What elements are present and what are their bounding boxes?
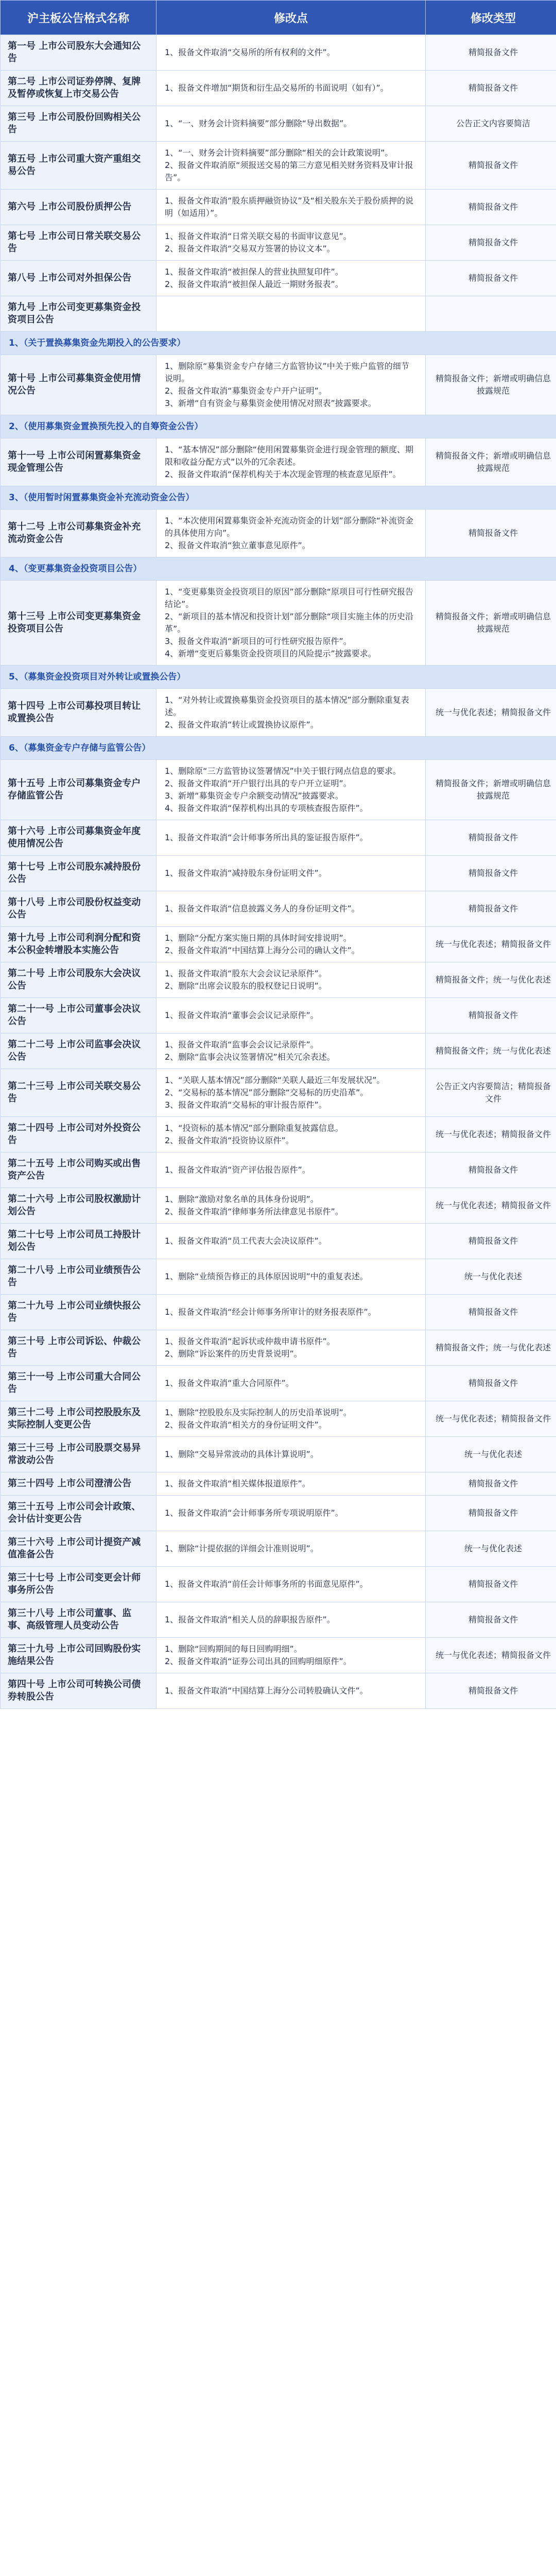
modification-points-cell — [157, 1117, 426, 1153]
format-name-cell: 第二十三号 上市公司关联交易公告 — [1, 1069, 157, 1117]
table-row — [1, 106, 556, 142]
modification-points-cell — [157, 1330, 426, 1366]
modification-points-cell — [157, 190, 426, 225]
column-header-format-name: 沪主板公告格式名称 — [1, 1, 157, 35]
format-name-cell: 第三十九号 上市公司回购股份实施结果公告 — [1, 1638, 157, 1673]
format-name-cell: 第十八号 上市公司股份权益变动公告 — [1, 891, 157, 927]
table-row — [1, 1496, 556, 1531]
modification-point: 1、报备文件取消“前任会计师事务所的书面意见原件”。 — [165, 1579, 368, 1589]
modification-point: 1、报备文件取消“信息披露义务人的身份证明文件”。 — [165, 904, 360, 913]
table-row — [1, 1602, 556, 1638]
modification-point: 1、报备文件取消“股东大会会议记录原件”。 — [165, 969, 327, 978]
format-name-cell: 第二十二号 上市公司监事会决议公告 — [1, 1033, 157, 1069]
modification-type-cell: 精简报备文件 — [426, 1366, 556, 1401]
format-name-cell: 第十六号 上市公司募集资金年度使用情况公告 — [1, 820, 157, 856]
modification-points-cell — [157, 1069, 426, 1117]
table-section-row — [1, 557, 556, 581]
format-name-cell: 第三十一号 上市公司重大合同公告 — [1, 1366, 157, 1401]
modification-points-cell — [157, 1472, 426, 1496]
modification-type-cell: 精简报备文件 — [426, 71, 556, 106]
format-name-cell: 第十五号 上市公司募集资金专户存储监管公告 — [1, 760, 157, 820]
modification-point: 1、报备文件取消“股东质押融资协议”及“相关股东关于股份质押的说明（如适用）”。 — [165, 196, 414, 218]
modification-type-cell: 精简报备文件；新增或明确信息披露规范 — [426, 760, 556, 820]
modification-type-cell: 统一与优化表述 — [426, 1531, 556, 1567]
modification-point: 2、报备文件取消“独立董事意见原件”。 — [165, 540, 310, 550]
modification-points-cell — [157, 1602, 426, 1638]
modification-point: 3、新增“自有资金与募集资金使用情况对照表”披露要求。 — [165, 398, 376, 408]
format-name-cell: 第十二号 上市公司募集资金补充流动资金公告 — [1, 510, 157, 557]
format-name-cell: 第十九号 上市公司利润分配和资本公积金转增股本实施公告 — [1, 927, 157, 962]
modification-type-cell: 精简报备文件 — [426, 1567, 556, 1602]
modification-type-cell: 精简报备文件 — [426, 261, 556, 296]
modification-point: 1、删除“分配方案实施日期的具体时间安排说明”。 — [165, 933, 352, 943]
modification-points-cell — [157, 1401, 426, 1437]
section-heading: 5、（募集资金投资项目对外转让或置换公告） — [1, 666, 556, 689]
modification-point: 4、报备文件取消“保荐机构出具的专项核查报告原件”。 — [165, 803, 368, 813]
modification-type-cell: 精简报备文件 — [426, 1673, 556, 1709]
modification-point: 1、“一、财务会计资料摘要”部分删除“导出数据”。 — [165, 118, 352, 128]
modification-point: 1、报备文件取消“被担保人的营业执照复印件”。 — [165, 267, 343, 277]
table-section-row — [1, 332, 556, 355]
modification-point: 1、报备文件取消“日常关联交易的书面审议意见”。 — [165, 231, 352, 241]
table-row — [1, 891, 556, 927]
modification-point: 1、报备文件取消“交易所的所有权利的文件”。 — [165, 47, 335, 57]
modification-point: 2、报备文件取消“开户银行出具的专户开立证明”。 — [165, 778, 352, 788]
modification-point: 1、报备文件取消“会计师事务所专项说明原件”。 — [165, 1508, 343, 1518]
format-name-cell: 第三十六号 上市公司计提资产减值准备公告 — [1, 1531, 157, 1567]
table-row — [1, 1033, 556, 1069]
modification-points-cell — [157, 1673, 426, 1709]
modification-points-cell — [157, 1638, 426, 1673]
modification-point: 1、删除“激励对象名单的具体身份说明”。 — [165, 1194, 319, 1204]
modification-point: 1、“本次使用闲置募集资金补充流动资金的计划”部分删除“补流资金的具体使用方向”。 — [165, 516, 414, 538]
table-row — [1, 1259, 556, 1295]
modification-point: 2、“交易标的基本情况”部分删除“交易标的历史沿革”。 — [165, 1088, 369, 1097]
modification-points-cell — [157, 1496, 426, 1531]
section-heading: 1、（关于置换募集资金先期投入的公告要求） — [1, 332, 556, 355]
modification-type-cell: 精简报备文件 — [426, 1224, 556, 1259]
modification-points-cell — [157, 355, 426, 415]
modification-type-cell: 精简报备文件 — [426, 142, 556, 190]
modification-point: 1、报备文件取消“相关人员的辞职报告原件”。 — [165, 1615, 335, 1624]
modification-points-cell — [157, 35, 426, 71]
table-row — [1, 1638, 556, 1673]
modification-points-cell — [157, 106, 426, 142]
table-row — [1, 1567, 556, 1602]
modification-point: 1、报备文件取消“经会计师事务所审计的财务报表原件”。 — [165, 1307, 376, 1317]
modification-point: 1、报备文件取消“相关媒体报道原件”。 — [165, 1479, 310, 1488]
modification-points-cell — [157, 510, 426, 557]
modification-type-cell: 精简报备文件；统一与优化表述 — [426, 1330, 556, 1366]
modification-point: 2、“新项目的基本情况和投资计划”部分删除“项目实施主体的历史沿革”。 — [165, 612, 414, 634]
table-row — [1, 1153, 556, 1188]
table-row — [1, 1224, 556, 1259]
modification-point: 1、报备文件取消“员工代表大会决议原件”。 — [165, 1236, 327, 1246]
format-name-cell: 第十一号 上市公司闲置募集资金现金管理公告 — [1, 438, 157, 486]
table-row — [1, 1401, 556, 1437]
format-name-cell: 第十号 上市公司募集资金使用情况公告 — [1, 355, 157, 415]
modification-points-cell — [157, 581, 426, 666]
modification-type-cell: 精简报备文件 — [426, 1472, 556, 1496]
modification-type-cell: 精简报备文件 — [426, 998, 556, 1033]
modification-type-cell: 公告正文内容要简洁 — [426, 106, 556, 142]
modification-type-cell: 精简报备文件 — [426, 1153, 556, 1188]
modification-type-cell: 精简报备文件 — [426, 1295, 556, 1330]
modification-point: 2、报备文件取消“投资协议原件”。 — [165, 1136, 294, 1145]
modification-points-cell — [157, 261, 426, 296]
modification-point: 1、删除“回购期间的每日回购明细”。 — [165, 1644, 302, 1654]
modification-point: 1、报备文件取消“中国结算上海分公司转股确认文件”。 — [165, 1686, 368, 1696]
table-row — [1, 190, 556, 225]
table-section-row — [1, 486, 556, 510]
format-name-cell: 第二十五号 上市公司购买或出售资产公告 — [1, 1153, 157, 1188]
modification-type-cell: 精简报备文件 — [426, 510, 556, 557]
modification-points-cell — [157, 296, 426, 332]
modification-points-cell — [157, 998, 426, 1033]
modification-type-cell: 精简报备文件 — [426, 856, 556, 891]
format-name-cell: 第二号 上市公司证券停牌、复牌及暂停或恢复上市交易公告 — [1, 71, 157, 106]
table-row — [1, 927, 556, 962]
modification-type-cell: 公告正文内容要简洁；精简报备文件 — [426, 1069, 556, 1117]
table-row — [1, 820, 556, 856]
table-body — [1, 35, 556, 1709]
modification-point: 2、报备文件取消“交易双方签署的协议文本”。 — [165, 244, 335, 253]
modification-points-cell — [157, 891, 426, 927]
table-row — [1, 142, 556, 190]
modification-points-cell — [157, 1224, 426, 1259]
modification-point: 2、报备文件取消“转让或置换协议原件”。 — [165, 720, 319, 730]
modification-points-cell — [157, 856, 426, 891]
modification-point: 1、删除“控股股东及实际控制人的历史沿革说明”。 — [165, 1408, 352, 1417]
modification-type-cell: 精简报备文件；新增或明确信息披露规范 — [426, 438, 556, 486]
table-row — [1, 438, 556, 486]
modification-point: 2、删除“诉讼案件的历史背景说明”。 — [165, 1349, 302, 1359]
modification-point: 2、报备文件取消“中国结算上海分公司的确认文件”。 — [165, 945, 360, 955]
modification-point: 1、删除“交易异常波动的具体计算说明”。 — [165, 1449, 319, 1459]
format-name-cell: 第八号 上市公司对外担保公告 — [1, 261, 157, 296]
table-row — [1, 1673, 556, 1709]
format-name-cell: 第三十八号 上市公司董事、监事、高级管理人员变动公告 — [1, 1602, 157, 1638]
modification-point: 2、删除“监事会决议签署情况”相关冗余表述。 — [165, 1052, 335, 1062]
modification-type-cell: 统一与优化表述 — [426, 1259, 556, 1295]
table-row — [1, 581, 556, 666]
table-row — [1, 71, 556, 106]
modification-points-cell — [157, 225, 426, 261]
table-row — [1, 1437, 556, 1472]
modification-point: 1、报备文件取消“资产评估报告原件”。 — [165, 1165, 310, 1175]
modification-type-cell: 统一与优化表述；精简报备文件 — [426, 689, 556, 737]
modification-point: 2、报备文件取消“保荐机构关于本次现金管理的核查意见原件”。 — [165, 469, 401, 479]
section-heading: 3、（使用暂时闲置募集资金补充流动资金公告） — [1, 486, 556, 510]
table-row — [1, 296, 556, 332]
modification-type-cell: 统一与优化表述 — [426, 1437, 556, 1472]
format-name-cell: 第三十七号 上市公司变更会计师事务所公告 — [1, 1567, 157, 1602]
table-row — [1, 1117, 556, 1153]
format-name-cell: 第三十号 上市公司诉讼、仲裁公告 — [1, 1330, 157, 1366]
modification-type-cell: 精简报备文件；新增或明确信息披露规范 — [426, 581, 556, 666]
format-name-cell: 第二十四号 上市公司对外投资公告 — [1, 1117, 157, 1153]
modification-point: 2、报备文件取消原“须报送交易的第三方意见相关财务资料及审计报告”。 — [165, 160, 413, 182]
format-name-cell: 第七号 上市公司日常关联交易公告 — [1, 225, 157, 261]
table-row — [1, 1330, 556, 1366]
modification-point: 1、报备文件取消“减持股东身份证明文件”。 — [165, 868, 327, 878]
table-row — [1, 1295, 556, 1330]
table-section-row — [1, 415, 556, 438]
column-header-modification-type: 修改类型 — [426, 1, 556, 35]
modification-point: 2、报备文件取消“相关方的身份证明文件”。 — [165, 1420, 327, 1430]
table-row — [1, 355, 556, 415]
modification-type-cell: 统一与优化表述；精简报备文件 — [426, 1188, 556, 1224]
format-name-cell: 第十四号 上市公司募投项目转让或置换公告 — [1, 689, 157, 737]
modification-point: 2、删除“出席会议股东的股权登记日说明”。 — [165, 981, 327, 991]
column-header-modification-points: 修改点 — [157, 1, 426, 35]
modification-type-cell: 精简报备文件 — [426, 891, 556, 927]
modification-point: 1、删除“业绩预告修正的具体原因说明”中的重复表述。 — [165, 1272, 368, 1281]
modification-points-cell — [157, 760, 426, 820]
modification-points-cell — [157, 689, 426, 737]
section-heading: 6、（募集资金专户存储与监管公告） — [1, 737, 556, 760]
modification-type-cell: 精简报备文件 — [426, 190, 556, 225]
modification-points-cell — [157, 1567, 426, 1602]
modification-point: 2、报备文件取消“募集资金专户开户证明”。 — [165, 386, 327, 396]
table-row — [1, 35, 556, 71]
modification-type-cell: 统一与优化表述；精简报备文件 — [426, 1117, 556, 1153]
section-heading: 2、（使用募集资金置换预先投入的自筹资金公告） — [1, 415, 556, 438]
modification-type-cell: 精简报备文件；新增或明确信息披露规范 — [426, 355, 556, 415]
modification-point: 1、报备文件取消“重大合同原件”。 — [165, 1378, 294, 1388]
modification-point: 2、报备文件取消“证券公司出具的回购明细原件”。 — [165, 1656, 352, 1666]
modification-point: 1、“关联人基本情况”部分删除“关联人最近三年发展状况”。 — [165, 1075, 385, 1085]
format-name-cell: 第三十三号 上市公司股票交易异常波动公告 — [1, 1437, 157, 1472]
modification-points-cell — [157, 1033, 426, 1069]
table-section-row — [1, 737, 556, 760]
table-row — [1, 856, 556, 891]
table-section-row — [1, 666, 556, 689]
table-row — [1, 1472, 556, 1496]
modification-point: 1、报备文件取消“会计师事务所出具的鉴证报告原件”。 — [165, 833, 368, 842]
modification-point: 1、“变更募集资金投资项目的原因”部分删除“原项目可行性研究报告结论”。 — [165, 587, 414, 609]
modification-point: 1、“基本情况”部分删除“使用闲置募集资金进行现金管理的额度、期限和收益分配方式”以外的冗余表述。 — [165, 445, 414, 467]
modification-type-cell: 统一与优化表述；精简报备文件 — [426, 1638, 556, 1673]
modification-points-cell — [157, 1259, 426, 1295]
format-name-cell: 第二十八号 上市公司业绩预告公告 — [1, 1259, 157, 1295]
modification-points-cell — [157, 1295, 426, 1330]
table-row — [1, 1069, 556, 1117]
modification-type-cell: 精简报备文件；统一与优化表述 — [426, 1033, 556, 1069]
table-row — [1, 510, 556, 557]
format-name-cell: 第一号 上市公司股东大会通知公告 — [1, 35, 157, 71]
section-heading: 4、（变更募集资金投资项目公告） — [1, 557, 556, 581]
format-name-cell: 第九号 上市公司变更募集资金投资项目公告 — [1, 296, 157, 332]
modification-point: 1、报备文件增加“期货和衍生品交易所的书面说明（如有）”。 — [165, 83, 389, 93]
format-name-cell: 第三十四号 上市公司澄清公告 — [1, 1472, 157, 1496]
format-name-cell: 第五号 上市公司重大资产重组交易公告 — [1, 142, 157, 190]
modification-points-cell — [157, 1437, 426, 1472]
format-name-cell: 第二十一号 上市公司董事会决议公告 — [1, 998, 157, 1033]
modification-point: 2、报备文件取消“被担保人最近一期财务报表”。 — [165, 279, 343, 289]
modification-point: 3、报备文件取消“新项目的可行性研究报告原件”。 — [165, 636, 352, 646]
table-header-row — [1, 1, 556, 35]
modification-point: 1、删除原“三方监管协议签署情况”中关于银行网点信息的要求。 — [165, 766, 401, 776]
modification-type-cell: 精简报备文件；统一与优化表述 — [426, 962, 556, 998]
table-row — [1, 1531, 556, 1567]
table-row — [1, 1366, 556, 1401]
modification-type-cell: 精简报备文件 — [426, 1496, 556, 1531]
table-row — [1, 760, 556, 820]
modification-type-cell: 统一与优化表述；精简报备文件 — [426, 927, 556, 962]
table-row — [1, 225, 556, 261]
modification-type-cell: 精简报备文件 — [426, 225, 556, 261]
modification-point: 1、删除“计提依据的详细会计准则说明”。 — [165, 1544, 319, 1553]
modification-type-cell — [426, 296, 556, 332]
table-row — [1, 689, 556, 737]
modification-points-cell — [157, 820, 426, 856]
modification-points-cell — [157, 142, 426, 190]
table-row — [1, 962, 556, 998]
modification-point: 4、新增“变更后募集资金投资项目的风险提示”披露要求。 — [165, 649, 376, 658]
modification-point: 3、新增“募集资金专户余额变动情况”披露要求。 — [165, 791, 343, 801]
modification-points-cell — [157, 71, 426, 106]
modification-point: 3、报备文件取消“交易标的审计报告原件”。 — [165, 1100, 327, 1110]
format-name-cell: 第十七号 上市公司股东减持股份公告 — [1, 856, 157, 891]
format-name-cell: 第二十九号 上市公司业绩快报公告 — [1, 1295, 157, 1330]
table-row — [1, 998, 556, 1033]
modification-point: 1、“投资标的基本情况”部分删除重复披露信息。 — [165, 1123, 343, 1133]
modification-type-cell: 统一与优化表述；精简报备文件 — [426, 1401, 556, 1437]
modification-point: 1、报备文件取消“董事会会议记录原件”。 — [165, 1010, 319, 1020]
format-name-cell: 第二十七号 上市公司员工持股计划公告 — [1, 1224, 157, 1259]
format-name-cell: 第二十号 上市公司股东大会决议公告 — [1, 962, 157, 998]
modification-point: 1、报备文件取消“起诉状或仲裁申请书原件”。 — [165, 1336, 335, 1346]
modification-points-cell — [157, 1531, 426, 1567]
modification-point: 1、“一、财务会计资料摘要”部分删除“相关的会计政策说明”。 — [165, 148, 393, 158]
modification-points-cell — [157, 1153, 426, 1188]
modification-point: 1、“对外转让或置换募集资金投资项目的基本情况”部分删除重复表述。 — [165, 695, 409, 717]
format-name-cell: 第三号 上市公司股份回购相关公告 — [1, 106, 157, 142]
format-name-cell: 第四十号 上市公司可转换公司债券转股公告 — [1, 1673, 157, 1709]
modification-point: 1、删除原“募集资金专户存储三方监管协议”中关于账户监管的细节说明。 — [165, 361, 409, 383]
modification-point: 2、报备文件取消“律师事务所法律意见书原件”。 — [165, 1207, 343, 1216]
format-name-cell: 第六号 上市公司股份质押公告 — [1, 190, 157, 225]
format-name-cell: 第二十六号 上市公司股权激励计划公告 — [1, 1188, 157, 1224]
modification-type-cell: 精简报备文件 — [426, 1602, 556, 1638]
modification-points-cell — [157, 1366, 426, 1401]
format-name-cell: 第三十二号 上市公司控股股东及实际控制人变更公告 — [1, 1401, 157, 1437]
modification-points-cell — [157, 1188, 426, 1224]
modification-point: 1、报备文件取消“监事会会议记录原件”。 — [165, 1040, 319, 1049]
modification-points-cell — [157, 962, 426, 998]
format-name-cell: 第十三号 上市公司变更募集资金投资项目公告 — [1, 581, 157, 666]
modification-type-cell: 精简报备文件 — [426, 35, 556, 71]
modification-type-cell: 精简报备文件 — [426, 820, 556, 856]
table-row — [1, 1188, 556, 1224]
modification-points-cell — [157, 438, 426, 486]
modification-points-cell — [157, 927, 426, 962]
table-row — [1, 261, 556, 296]
format-name-cell: 第三十五号 上市公司会计政策、会计估计变更公告 — [1, 1496, 157, 1531]
